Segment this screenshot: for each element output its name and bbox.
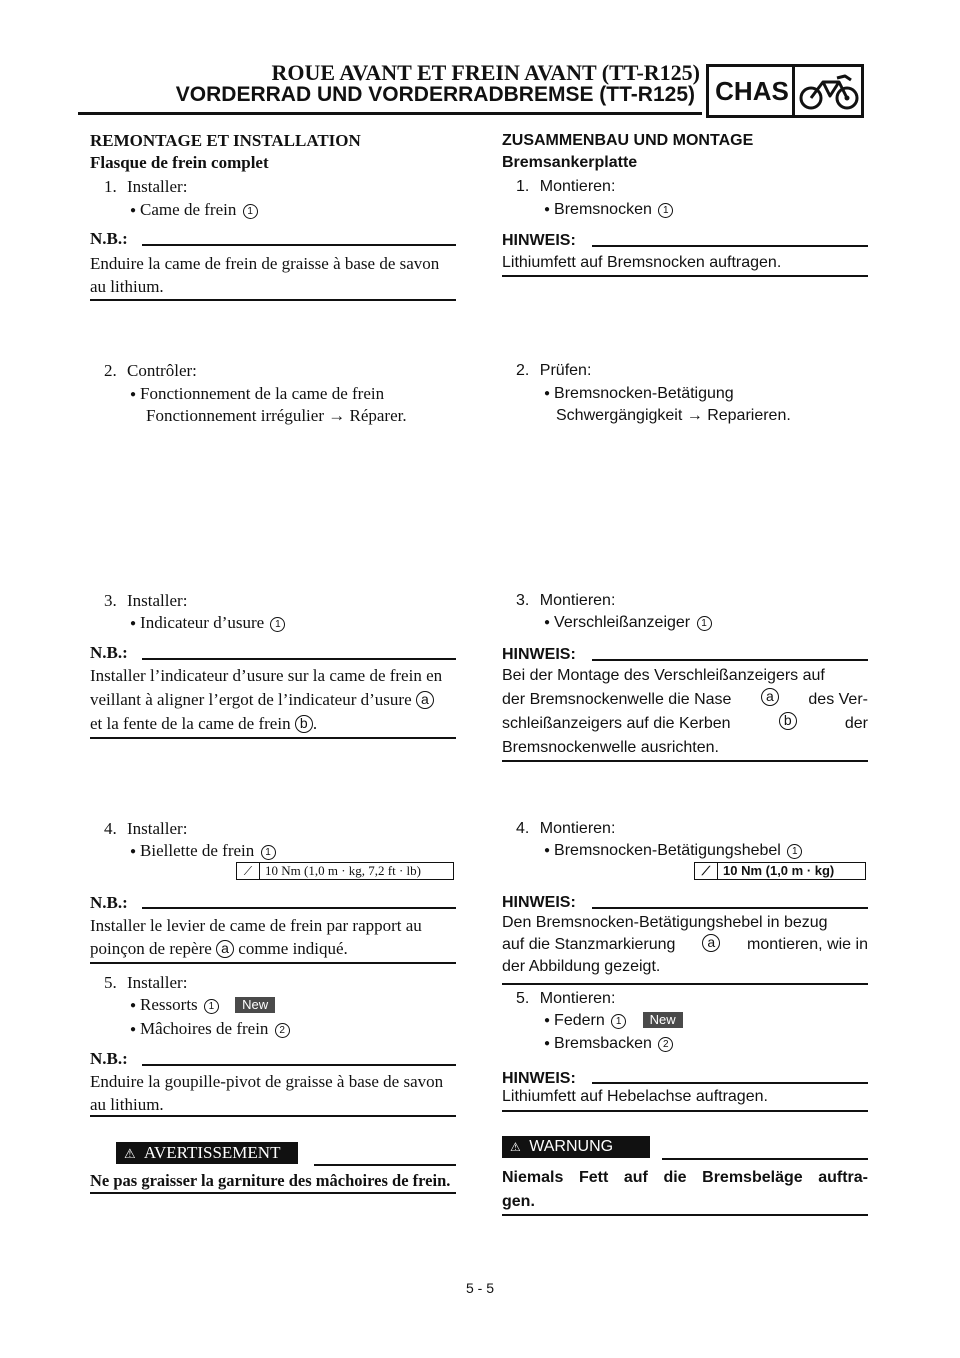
bullet-icon <box>130 384 140 403</box>
step-action: Montieren: <box>539 592 616 609</box>
nb-text-fr-1 <box>90 252 456 298</box>
nb-line: Den Bremsnocken-Betätigungshebel in bezug <box>502 914 828 931</box>
nb-label-fr-4: N.B.: <box>90 893 128 912</box>
nb-text-fr-3 <box>90 664 456 736</box>
step-de-3-item <box>544 612 712 636</box>
warning-line: gen. <box>502 1193 535 1210</box>
step-de-3 <box>516 590 615 612</box>
nb-line: der Abbildung gezeigt. <box>502 958 661 975</box>
ref-2-icon: 2 <box>275 1023 290 1038</box>
nb-label-de-4: HINWEIS: <box>502 894 576 911</box>
step-de-2-result: Schwergängigkeit → Reparieren. <box>556 407 791 424</box>
section-badge-divider <box>792 64 795 118</box>
nb-line: schleißanzeigers auf die Kerben <box>502 715 731 732</box>
ref-1-icon: 1 <box>658 203 673 218</box>
warning-triangle-icon: ⚠ <box>510 1140 521 1154</box>
item-label: Ressorts <box>140 995 198 1014</box>
nb-rule <box>592 659 868 661</box>
nb-line: Bei der Montage des Verschleißanzeigers auf <box>502 667 825 684</box>
step-de-4 <box>516 818 615 840</box>
item-label: Fonctionnement de la came de frein <box>140 384 385 403</box>
section-badge: CHAS <box>715 76 789 106</box>
ref-1-icon: 1 <box>611 1014 626 1029</box>
step-de-4-item <box>544 840 802 864</box>
nb-line: Installer le levier de came de frein par rapport au <box>90 916 422 935</box>
bullet-icon <box>130 995 140 1014</box>
warning-text-fr: Ne pas graisser la garniture des mâchoires de frein. <box>90 1171 451 1190</box>
torque-spec-fr <box>236 862 454 880</box>
step-action: Prüfen: <box>539 362 592 379</box>
step-fr-4 <box>104 818 187 840</box>
nb-line: au lithium. <box>90 1095 164 1114</box>
step-fr-5-item1 <box>130 994 275 1019</box>
nb-text-de-3 <box>502 664 868 760</box>
subsection-title-de: Bremsankerplatte <box>502 154 638 171</box>
step-number: 3. <box>516 592 530 609</box>
step-de-1-item <box>544 199 673 223</box>
step-number: 4. <box>104 819 117 838</box>
section-title-de: ZUSAMMENBAU UND MONTAGE <box>502 132 754 149</box>
item-label: Mâchoires de frein <box>140 1019 269 1038</box>
step-de-2 <box>516 360 591 382</box>
step-action: Contrôler: <box>127 361 197 380</box>
step-number: 2. <box>516 362 530 379</box>
step-fr-5 <box>104 972 187 994</box>
warning-label: WARNUNG <box>529 1138 614 1155</box>
warning-rule <box>662 1158 868 1160</box>
step-fr-3 <box>104 590 187 612</box>
header-title-fr: ROUE AVANT ET FREIN AVANT (TT-R125) <box>271 60 700 85</box>
item-label: Indicateur d’usure <box>140 613 265 632</box>
nb-rule <box>142 658 456 660</box>
bullet-icon <box>130 841 140 860</box>
nb-line: au lithium. <box>90 277 164 296</box>
step-action: Installer: <box>127 177 188 196</box>
nb-end-rule <box>502 1110 868 1112</box>
step-action: Montieren: <box>539 178 616 195</box>
torque-spec-de <box>694 862 866 880</box>
item-label: Bremsnocken-Betätigungshebel <box>554 842 781 859</box>
step-number: 1. <box>104 177 117 196</box>
nb-text-de-1: Lithiumfett auf Bremsnocken auftragen. <box>502 254 782 271</box>
step-number: 5. <box>516 990 530 1007</box>
nb-line: der Bremsnockenwelle die Nase <box>502 691 732 708</box>
step-action: Installer: <box>127 819 188 838</box>
bullet-icon <box>544 1012 554 1029</box>
step-action: Montieren: <box>539 990 616 1007</box>
nb-text-fr-5 <box>90 1070 456 1116</box>
step-number: 5. <box>104 973 117 992</box>
nb-text-de-5: Lithiumfett auf Hebelachse auftragen. <box>502 1088 768 1105</box>
nb-rule <box>142 1064 456 1066</box>
torque-value: 10 Nm (1,0 m · kg, 7,2 ft · lb) <box>265 863 421 878</box>
step-fr-5-item2 <box>130 1018 290 1043</box>
nb-line: comme indiqué. <box>238 939 348 958</box>
torque-value: 10 Nm (1,0 m · kg) <box>723 863 835 878</box>
item-label: Bremsnocken-Betätigung <box>554 385 734 402</box>
nb-rule <box>142 244 456 246</box>
new-badge: New <box>643 1012 683 1028</box>
motorcycle-icon <box>797 68 861 114</box>
nb-line: der <box>844 715 868 732</box>
nb-rule <box>142 907 456 909</box>
nb-end-rule <box>90 737 456 739</box>
step-action: Installer: <box>127 973 188 992</box>
step-fr-2-result: Fonctionnement irrégulier → Réparer. <box>146 406 407 425</box>
nb-line: poinçon de repère <box>90 939 212 958</box>
ref-1-icon: 1 <box>243 204 258 219</box>
step-fr-3-item <box>130 612 285 637</box>
nb-label-fr-5: N.B.: <box>90 1049 128 1068</box>
bullet-icon <box>544 1035 554 1052</box>
mark-a-icon: a <box>761 688 779 706</box>
step-number: 1. <box>516 178 530 195</box>
warning-label-box-fr <box>116 1142 298 1164</box>
section-title-fr: REMONTAGE ET INSTALLATION <box>90 131 361 150</box>
nb-punct: . <box>312 714 318 733</box>
mark-a-icon: a <box>702 934 720 952</box>
nb-line: Installer l’indicateur d’usure sur la came de frein en <box>90 666 443 685</box>
step-fr-2 <box>104 360 197 382</box>
step-de-1 <box>516 176 615 198</box>
nb-label-fr-3: N.B.: <box>90 643 128 662</box>
nb-end-rule <box>502 983 868 985</box>
item-label: Bremsbacken <box>554 1035 652 1052</box>
subsection-title-fr: Flasque de frein complet <box>90 153 269 172</box>
step-de-2-item <box>544 383 734 407</box>
bullet-icon <box>544 614 554 631</box>
nb-label-de-1: HINWEIS: <box>502 232 576 249</box>
bullet-icon <box>544 842 554 859</box>
step-de-5-item2 <box>544 1033 673 1057</box>
nb-end-rule <box>502 275 868 277</box>
step-number: 3. <box>104 591 117 610</box>
mark-b-icon: b <box>295 715 313 733</box>
nb-rule <box>592 907 868 909</box>
bullet-icon <box>130 1019 140 1038</box>
nb-line: auf die Stanzmarkierung <box>502 936 676 953</box>
torque-wrench-icon: ⟋ <box>695 863 718 879</box>
nb-line: montieren, wie in <box>747 936 868 953</box>
step-action: Montieren: <box>539 820 616 837</box>
bullet-icon <box>544 385 554 402</box>
nb-line: et la fente de la came de frein <box>90 714 291 733</box>
nb-end-rule <box>90 1115 456 1117</box>
nb-label-fr-1: N.B.: <box>90 229 128 248</box>
mark-a-icon: a <box>216 940 234 958</box>
mark-a-icon: a <box>416 691 434 709</box>
warning-line: Niemals Fett auf die Bremsbeläge auftra- <box>502 1169 868 1186</box>
warning-end-rule <box>90 1192 456 1194</box>
item-label: Verschleißanzeiger <box>554 614 691 631</box>
nb-label-de-5: HINWEIS: <box>502 1070 576 1087</box>
warning-text-de <box>502 1166 868 1214</box>
warning-end-rule <box>502 1214 868 1216</box>
page-number: 5 - 5 <box>465 1280 494 1296</box>
nb-end-rule <box>502 760 868 762</box>
bullet-icon <box>544 201 554 218</box>
item-label: Biellette de frein <box>140 841 255 860</box>
warning-label: AVERTISSEMENT <box>143 1143 281 1162</box>
nb-text-de-4 <box>502 912 868 978</box>
item-label: Came de frein <box>140 200 237 219</box>
warning-rule <box>314 1164 456 1166</box>
item-label: Bremsnocken <box>554 201 652 218</box>
mark-b-icon: b <box>779 712 797 730</box>
nb-text-fr-4 <box>90 914 456 960</box>
header-rule <box>78 112 702 115</box>
nb-rule <box>592 245 868 247</box>
step-de-5 <box>516 988 615 1010</box>
step-de-5-item1 <box>544 1010 683 1034</box>
ref-1-icon: 1 <box>270 617 285 632</box>
nb-line: Bremsnockenwelle ausrichten. <box>502 739 719 756</box>
bullet-icon <box>130 200 140 219</box>
nb-line: veillant à aligner l’ergot de l’indicateur d’usure <box>90 690 412 709</box>
item-label: Federn <box>554 1012 605 1029</box>
step-fr-1-item <box>130 199 258 224</box>
ref-1-icon: 1 <box>697 616 712 631</box>
nb-end-rule <box>90 962 456 964</box>
step-number: 2. <box>104 361 117 380</box>
ref-1-icon: 1 <box>261 845 276 860</box>
nb-end-rule <box>90 299 456 301</box>
new-badge: New <box>235 997 275 1013</box>
nb-line: Enduire la goupille-pivot de graisse à base de savon <box>90 1072 444 1091</box>
warning-label-box-de <box>502 1136 650 1158</box>
torque-wrench-icon: ⟋ <box>237 863 260 879</box>
bullet-icon <box>130 613 140 632</box>
header-title-de: VORDERRAD UND VORDERRADBREMSE (TT-R125) <box>175 83 695 106</box>
ref-1-icon: 1 <box>787 844 802 859</box>
ref-2-icon: 2 <box>658 1037 673 1052</box>
step-number: 4. <box>516 820 530 837</box>
nb-label-de-3: HINWEIS: <box>502 646 576 663</box>
step-action: Installer: <box>127 591 188 610</box>
ref-1-icon: 1 <box>204 999 219 1014</box>
nb-line: des Ver- <box>808 691 868 708</box>
warning-triangle-icon: ⚠ <box>124 1146 136 1161</box>
nb-line: Enduire la came de frein de graisse à base de savon <box>90 254 440 273</box>
step-fr-1 <box>104 176 187 198</box>
nb-rule <box>592 1082 868 1084</box>
